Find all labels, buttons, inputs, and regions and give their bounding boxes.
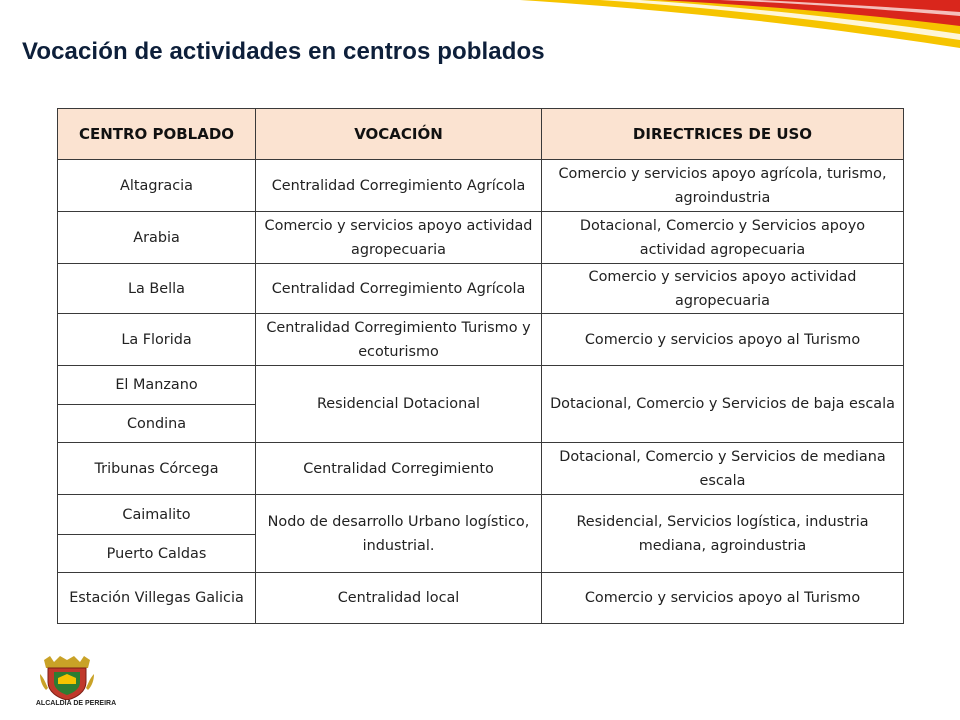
cell-vocacion: Centralidad local xyxy=(256,573,542,624)
cell-vocacion: Centralidad Corregimiento Turismo y ecoturismo xyxy=(256,314,542,366)
cell-directrices: Dotacional, Comercio y Servicios apoyo actividad agropecuaria xyxy=(542,212,904,264)
cell-vocacion: Centralidad Corregimiento Agrícola xyxy=(256,160,542,212)
cell-vocacion: Comercio y servicios apoyo actividad agropecuaria xyxy=(256,212,542,264)
cell-centro: Puerto Caldas xyxy=(58,535,256,573)
cell-centro: Tribunas Córcega xyxy=(58,443,256,495)
table-row xyxy=(58,366,904,405)
vocation-table xyxy=(57,108,904,624)
cell-centro: La Bella xyxy=(58,264,256,314)
cell-centro: Estación Villegas Galicia xyxy=(58,573,256,624)
cell-centro: La Florida xyxy=(58,314,256,366)
cell-centro: Altagracia xyxy=(58,160,256,212)
table-row xyxy=(58,314,904,366)
table-header-row xyxy=(58,109,904,160)
header-vocacion: VOCACIÓN xyxy=(256,109,542,160)
cell-directrices: Dotacional, Comercio y Servicios de baja escala xyxy=(542,366,904,443)
cell-vocacion: Centralidad Corregimiento xyxy=(256,443,542,495)
cell-vocacion: Centralidad Corregimiento Agrícola xyxy=(256,264,542,314)
cell-centro: El Manzano xyxy=(58,366,256,405)
footer-label: ALCALDIA DE PEREIRA xyxy=(35,700,117,707)
cell-directrices: Comercio y servicios apoyo actividad agropecuaria xyxy=(542,264,904,314)
cell-centro: Condina xyxy=(58,405,256,443)
table-row xyxy=(58,264,904,314)
cell-directrices: Residencial, Servicios logística, industria mediana, agroindustria xyxy=(542,495,904,573)
table-row xyxy=(58,212,904,264)
table-row xyxy=(58,495,904,535)
header-directrices: DIRECTRICES DE USO xyxy=(542,109,904,160)
cell-directrices: Comercio y servicios apoyo al Turismo xyxy=(542,573,904,624)
cell-centro: Caimalito xyxy=(58,495,256,535)
cell-vocacion: Residencial Dotacional xyxy=(256,366,542,443)
pereira-coat-of-arms-icon xyxy=(40,654,94,700)
slide-title: Vocación de actividades en centros poblados xyxy=(22,38,545,65)
table-row xyxy=(58,160,904,212)
header-centro-poblado: CENTRO POBLADO xyxy=(58,109,256,160)
cell-directrices: Comercio y servicios apoyo agrícola, turismo, agroindustria xyxy=(542,160,904,212)
table-row xyxy=(58,443,904,495)
cell-vocacion: Nodo de desarrollo Urbano logístico, industrial. xyxy=(256,495,542,573)
cell-directrices: Comercio y servicios apoyo al Turismo xyxy=(542,314,904,366)
cell-directrices: Dotacional, Comercio y Servicios de mediana escala xyxy=(542,443,904,495)
table-row xyxy=(58,573,904,624)
cell-centro: Arabia xyxy=(58,212,256,264)
